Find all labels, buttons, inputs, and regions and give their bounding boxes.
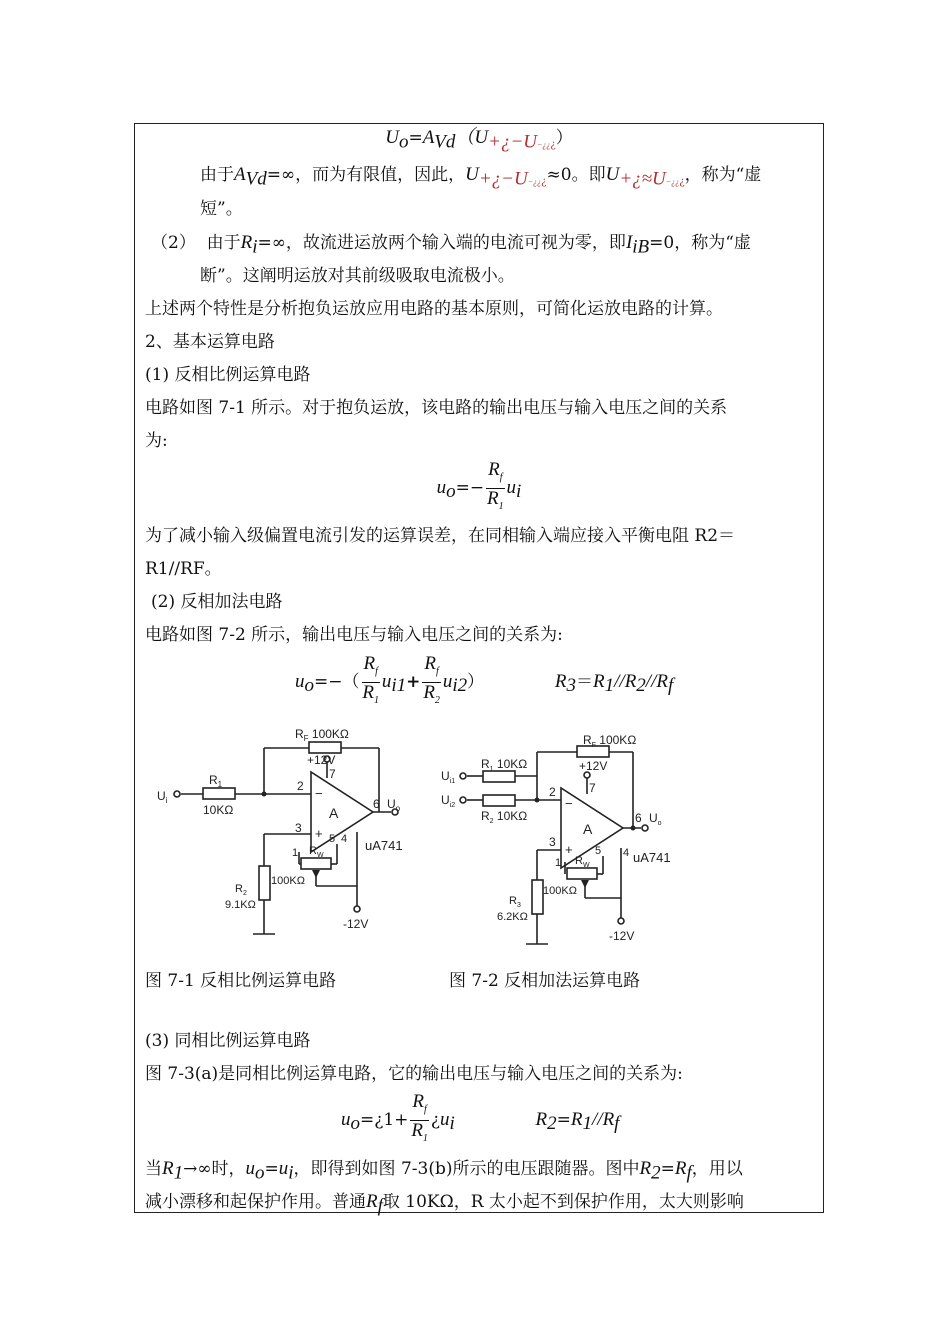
svg-text:+12V: +12V [579,759,608,773]
svg-text:3: 3 [549,835,556,849]
para-inverting-2: 为: [145,431,168,451]
svg-text:−: − [315,786,323,801]
svg-text:Ui2: $U_{i2}$ [441,793,456,809]
svg-text:RW: $R_W$ [309,845,324,859]
svg-text:5: 5 [329,833,336,845]
svg-text:7: 7 [329,767,336,781]
caption-figure-7-1: 图 7-1 反相比例运算电路 [145,971,337,991]
svg-text:6.2KΩ: 6.2KΩ [497,911,528,923]
svg-text:Uo: $U_o$ [387,797,401,813]
svg-text:RW: $R_W$ [575,855,590,869]
heading-noninverting: (3) 同相比例运算电路 [145,1031,311,1051]
para-follower-2: 减小漂移和起保护作用。普通$R_f$取 10KΩ，R 太小起不到保护作用，太大则影响 [145,1191,744,1217]
svg-text:10KΩ: 10KΩ [203,803,234,817]
svg-text:3: 3 [295,821,302,835]
svg-text:uA741: uA741 [633,850,671,865]
svg-text:100KΩ: 100KΩ [543,885,577,897]
virtual-open-text-2: 断”。这阐明运放对其前级吸取电流极小。 [200,266,515,286]
svg-text:Uo: $U_o$ [649,811,662,827]
svg-text:2: 2 [549,785,556,799]
svg-text:7: 7 [589,781,596,795]
svg-text:4: 4 [341,833,348,845]
svg-text:4: 4 [623,847,630,859]
svg-text:uA741: uA741 [365,838,403,853]
svg-text:R1 10KΩ: $R_1$ 10KΩ [481,757,528,773]
svg-text:RF 100KΩ: $R_F$ 100KΩ [583,733,637,749]
formula-noninverting: $u_o=¿1+$ $\frac{R_f}{R_1}$ ¿$u_i$ $R_2=R_1//R_f$ [341,1091,620,1144]
figure-7-2-adder-circuit [437,732,707,952]
svg-text:+: + [565,842,573,857]
svg-text:R3: $R_3$ [509,895,521,909]
svg-text:A: A [583,821,593,837]
virtual-short-text-2: 短”。 [200,199,243,219]
svg-text:R2: $R_2$ [235,883,247,897]
para-balance-1: 为了减小输入级偏置电流引发的运算误差，在同相输入端应接入平衡电阻 R2＝ [145,526,736,546]
svg-text:5: 5 [595,845,602,857]
heading-inverting: (1) 反相比例运算电路 [145,365,311,385]
svg-text:+: + [315,826,323,841]
formula-inverting: $u_o=-$ $\frac{R_f}{R_1}$ $u_i$ [436,459,522,512]
svg-text:-12V: -12V [343,917,369,931]
svg-text:9.1KΩ: 9.1KΩ [225,899,256,911]
svg-text:100KΩ: 100KΩ [271,875,305,887]
svg-text:Ui1: $U_{i1}$ [441,769,456,785]
virtual-open-text: （2） 由于$R_i=\infty$，故流进运放两个输入端的电流可视为零，即$I_{iB}=0$，称为“虚 [151,232,751,258]
svg-text:R1: $R_1$ [209,773,223,789]
formula-differential: $U_o=A_{Vd}(U_{+¿-U-¿¿¿})$ [385,127,573,153]
svg-text:−: − [565,796,573,811]
heading-basic-circuits: 2、基本运算电路 [145,332,275,352]
para-inverting-1: 电路如图 7-1 所示。对于抱负运放，该电路的输出电压与输入电压之间的关系 [145,398,728,418]
para-principles: 上述两个特性是分析抱负运放应用电路的基本原则，可简化运放电路的计算。 [145,299,723,319]
figure-7-1-inverting-circuit [151,724,411,944]
svg-text:-12V: -12V [609,929,635,943]
svg-text:R2 10KΩ: $R_2$ 10KΩ [481,809,528,825]
svg-text:6: 6 [635,811,642,825]
caption-figure-7-2: 图 7-2 反相加法运算电路 [449,971,641,991]
label-ui: $U_i$ [157,789,168,805]
svg-text:+12V: +12V [307,753,336,767]
virtual-short-text: 由于$A_{Vd}=\infty$，而为有限值，因此，$U_{+¿-U-¿¿¿}\approx 0$。即$U_{+¿\approx U-¿¿¿}$，称为“虚 [200,164,762,190]
svg-text:1: 1 [292,847,299,859]
formula-adder: $u_o=-$（ $\frac{R_f}{R_1}$ $u_{i1}+$ $\frac{R_f}{R_2}$ $u_{i2}$） $R_3=R_1//R_2//R_f$ [295,653,674,706]
para-noninverting: 图 7-3(a)是同相比例运算电路，它的输出电压与输入电压之间的关系为: [145,1064,683,1084]
svg-text:6: 6 [373,797,380,811]
heading-adder: (2) 反相加法电路 [151,592,283,612]
svg-text:RF 100KΩ: $R_F$ 100KΩ [295,727,349,743]
svg-text:A: A [329,805,339,821]
svg-text:2: 2 [297,779,304,793]
svg-text:1: 1 [555,857,562,869]
para-adder: 电路如图 7-2 所示，输出电压与输入电压之间的关系为: [145,625,563,645]
para-follower-1: 当$R_1\to\infty$时，$u_o=u_i$，即得到如图 7-3(b)所示的电压跟随器。图中$R_2=R_f$，用以 [145,1158,743,1184]
content-box [134,123,824,1217]
para-balance-2: R1//RF。 [145,559,222,579]
